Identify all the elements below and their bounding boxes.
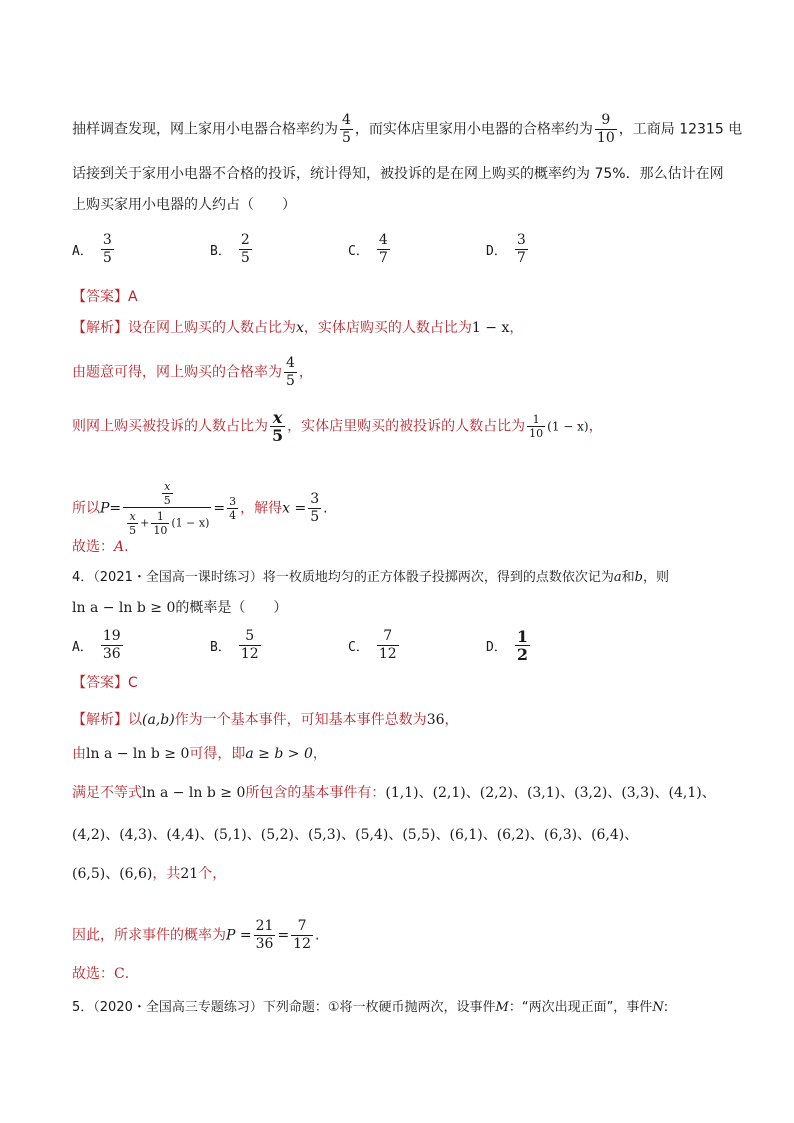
option-label: C．: [348, 640, 369, 655]
analysis-text: 个，: [198, 866, 227, 882]
analysis-fraction: [127, 510, 138, 537]
option-fraction: [377, 232, 390, 267]
frac-numerator: 21: [255, 918, 274, 934]
q3-option-a: [72, 232, 116, 267]
q5-stem-line1: [72, 998, 668, 1018]
frac-denominator: 2: [516, 645, 528, 664]
q4-option-b: [210, 628, 263, 663]
frac-numerator: x: [164, 480, 171, 493]
q4-answer: [72, 673, 138, 693]
choose-text: .: [124, 966, 130, 982]
q3-stem-text-2: ，而实体店里家用小电器的合格率约为: [354, 121, 593, 138]
math-expr: (1 − x): [171, 516, 210, 530]
q3-fraction-store-rate: [595, 112, 617, 147]
option-fraction: [239, 232, 252, 267]
option-fraction: [101, 628, 123, 663]
math-expr: ln a − ln b ≥ 0: [72, 600, 176, 616]
math-expr: x =: [282, 500, 307, 517]
frac-denominator: 5: [129, 524, 137, 537]
option-fraction: [515, 232, 528, 267]
answer-tag: 【答案】: [72, 675, 128, 691]
analysis-fraction: [254, 918, 276, 953]
math-expr: 1 − x: [471, 320, 510, 336]
q3-analysis-line4: [72, 480, 328, 537]
compound-numerator: [158, 480, 177, 507]
option-label: A．: [72, 244, 93, 259]
frac-numerator: 2: [240, 232, 250, 248]
q4-stem-text: 和: [621, 570, 635, 585]
analysis-text: 因此，所求事件的概率为: [72, 927, 226, 944]
choose-text: 故选：: [72, 966, 114, 982]
analysis-text: 设在网上购买的人数占比为: [128, 320, 296, 336]
math-operator: =: [109, 500, 122, 517]
answer-value: C: [128, 675, 138, 691]
analysis-tag: 【解析】: [72, 320, 128, 336]
choose-text: 故选：: [72, 539, 114, 555]
q3-answer: [72, 287, 138, 307]
math-number: 21: [180, 866, 199, 882]
frac-denominator: 10: [529, 427, 544, 440]
analysis-text: 以: [128, 712, 142, 728]
frac-denominator: 10: [596, 130, 615, 146]
frac-denominator: 5: [272, 426, 284, 445]
q5-stem-text: :: [663, 1000, 669, 1015]
frac-numerator: 3: [310, 491, 320, 507]
option-label: B．: [210, 640, 231, 655]
q4-stem-text: ，则: [642, 570, 669, 585]
analysis-fraction: [284, 355, 297, 390]
frac-numerator: 4: [286, 355, 295, 371]
analysis-fraction: [291, 918, 313, 953]
math-var: M: [495, 1000, 509, 1015]
option-label: A．: [72, 640, 93, 655]
frac-numerator: 7: [297, 918, 307, 934]
q3-analysis-line1: [72, 318, 523, 338]
q3-analysis-line3: [72, 409, 603, 444]
math-operator: +: [140, 516, 150, 530]
analysis-text: ，: [298, 364, 313, 381]
analysis-text: ，共: [152, 866, 181, 882]
frac-denominator: 5: [310, 509, 320, 525]
answer-value: A: [128, 289, 138, 305]
compound-fraction: [123, 480, 211, 537]
math-expr: P =: [226, 927, 252, 944]
math-var: a: [613, 570, 622, 585]
q4-analysis-line5: [72, 864, 226, 884]
analysis-fraction: [270, 409, 285, 444]
frac-numerator: 1: [532, 413, 540, 426]
q4-stem-line2: [72, 598, 287, 618]
analysis-text: ，实体店里购买的被投诉的人数占比为: [287, 418, 526, 435]
math-operator: =: [213, 500, 226, 517]
event-list: (4,2)、(4,3)、(4,4)、(5,1)、(5,2)、(5,3)、(5,4)、(5,5)、(6,1)、(6,2)、(6,3)、(6,4)、: [72, 827, 639, 843]
analysis-fraction: [227, 495, 238, 522]
math-var: b: [634, 570, 643, 585]
analysis-text: 作为一个基本事件，可知基本事件总数为: [174, 712, 427, 728]
frac-numerator: 3: [229, 495, 237, 508]
frac-numerator: 3: [102, 232, 112, 248]
q3-option-c: [348, 232, 392, 267]
q4-analysis-line3: [72, 783, 716, 803]
math-number: 36: [426, 712, 445, 728]
frac-numerator: 9: [601, 112, 611, 128]
frac-numerator: 7: [383, 628, 393, 644]
option-label: B．: [210, 244, 231, 259]
q3-analysis-line2: [72, 355, 313, 390]
math-var: P: [100, 500, 110, 517]
math-expr: (1 − x): [547, 419, 589, 434]
frac-denominator: 12: [378, 646, 397, 662]
frac-denominator: 12: [293, 936, 311, 952]
q3-stem-line2: 话接到关于家用小电器不合格的投诉，统计得知，被投诉的是在网上购买的概率约为 75%．那么估计在网: [72, 166, 724, 182]
q4-analysis-line6: [72, 918, 319, 953]
frac-denominator: 5: [163, 494, 171, 507]
option-fraction: [515, 628, 530, 663]
frac-denominator: 5: [240, 250, 250, 266]
frac-numerator: 1: [516, 627, 528, 646]
math-expr: (a,b): [142, 712, 175, 728]
choose-answer: C: [114, 966, 125, 982]
frac-numerator: 4: [378, 232, 388, 248]
q5-stem-text: ：“两次出现正面”，事件: [508, 1000, 653, 1015]
option-fraction: [239, 628, 261, 663]
math-expr: a ≥ b > 0: [245, 746, 313, 762]
analysis-fraction: [162, 480, 173, 507]
frac-denominator: 10: [153, 524, 168, 537]
q4-analysis-line4: [72, 825, 638, 845]
q4-option-c: [348, 628, 401, 663]
frac-denominator: 5: [342, 130, 351, 146]
analysis-text: .: [323, 500, 328, 517]
frac-numerator: 1: [156, 510, 164, 523]
option-label: D．: [486, 640, 507, 655]
analysis-text: ，: [312, 746, 327, 762]
frac-denominator: 4: [229, 509, 237, 522]
math-expr: ln a − ln b ≥ 0: [142, 785, 246, 801]
q3-stem-text-3: ，工商局 12315 电: [618, 121, 743, 138]
q3-stem-line3: 上购买家用小电器的人约占（ ）: [72, 197, 296, 213]
frac-numerator: 3: [516, 232, 526, 248]
q4-stem-line1: [72, 568, 669, 588]
analysis-text: ，解得: [240, 500, 283, 517]
q3-option-d: [486, 232, 530, 267]
math-expr: ln a − ln b ≥ 0: [86, 746, 190, 762]
q3-choose: [72, 537, 129, 557]
frac-numerator: 5: [245, 628, 255, 644]
frac-denominator: 7: [516, 250, 526, 266]
analysis-text: 满足不等式: [72, 785, 142, 801]
math-var: N: [652, 1000, 664, 1015]
frac-denominator: 36: [102, 646, 121, 662]
event-list: (6,5)、(6,6): [72, 866, 153, 882]
q3-fraction-online-rate: [340, 112, 353, 147]
analysis-text: ，实体店购买的人数占比为: [303, 320, 472, 336]
compound-denominator: [123, 507, 211, 537]
answer-tag: 【答案】: [72, 289, 128, 305]
q4-option-d: [486, 628, 532, 663]
q5-stem-text: 5．（2020・全国高三专题练习）下列命题：①将一枚硬币抛两次，设事件: [72, 1000, 496, 1015]
frac-numerator: 19: [102, 628, 121, 644]
analysis-text: ，: [588, 418, 603, 435]
analysis-text: 则网上购买被投诉的人数占比为: [72, 418, 268, 435]
q4-analysis-line2: [72, 744, 327, 764]
option-label: C．: [348, 244, 369, 259]
q4-analysis-line1: [72, 710, 459, 730]
option-fraction: [377, 628, 399, 663]
analysis-text: ，: [509, 320, 524, 336]
analysis-tag: 【解析】: [72, 712, 128, 728]
q4-stem-text: 4．（2021・全国高一课时练习）将一枚质地均匀的正方体骰子投掷两次，得到的点数依次记为: [72, 570, 614, 585]
analysis-text: 可得，即: [189, 746, 246, 762]
analysis-fraction: [151, 510, 169, 537]
analysis-text: 所以: [72, 500, 100, 517]
frac-denominator: 12: [240, 646, 259, 662]
frac-denominator: 5: [286, 373, 295, 389]
frac-denominator: 36: [255, 936, 274, 952]
analysis-fraction: [527, 413, 545, 440]
event-list: (1,1)、(2,1)、(2,2)、(3,1)、(3,2)、(3,3)、(4,1)、: [385, 785, 716, 801]
q3-stem-text-1: 抽样调查发现，网上家用小电器合格率约为: [72, 121, 338, 138]
option-fraction: [101, 232, 114, 267]
math-operator: =: [277, 927, 290, 944]
analysis-text: 所包含的基本事件有：: [245, 785, 386, 801]
analysis-text: 由题意可得，网上购买的合格率为: [72, 364, 282, 381]
frac-denominator: 7: [378, 250, 388, 266]
math-var: x: [296, 320, 304, 336]
q4-choose: [72, 964, 129, 984]
option-label: D．: [486, 244, 507, 259]
analysis-text: 由: [72, 746, 86, 762]
analysis-fraction: [308, 491, 321, 526]
q3-option-b: [210, 232, 254, 267]
frac-numerator: 4: [342, 112, 351, 128]
q4-stem-text: 的概率是（ ）: [175, 600, 288, 616]
analysis-text: ，: [444, 712, 459, 728]
q4-option-a: [72, 628, 125, 663]
q3-stem-line1: [72, 112, 742, 147]
frac-numerator: x: [129, 510, 136, 523]
analysis-text: .: [315, 927, 320, 944]
choose-answer: A: [114, 539, 125, 555]
frac-denominator: 5: [102, 250, 112, 266]
choose-text: .: [124, 539, 129, 555]
frac-numerator: x: [272, 408, 283, 427]
